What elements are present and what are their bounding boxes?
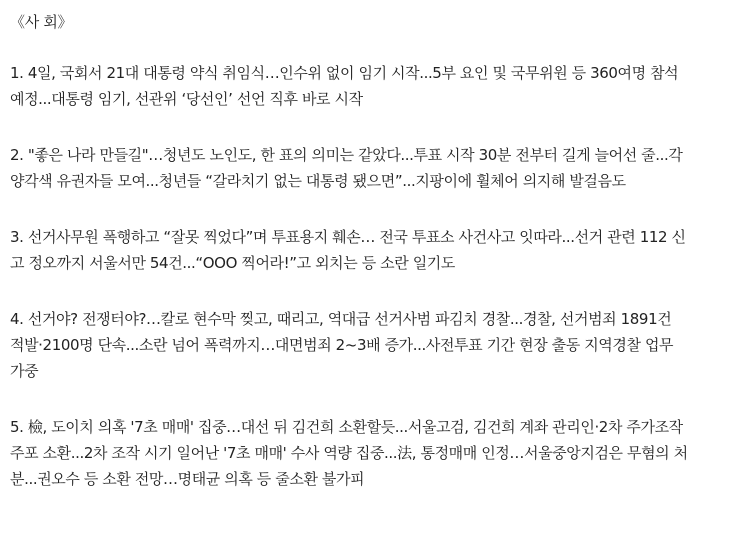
news-item-5 <box>10 414 719 492</box>
news-line: 1. 4일, 국회서 21대 대통령 약식 취임식…인수위 없이 임기 시작...5부 요인 및 국무위원 등 360여명 참석 <box>10 64 679 82</box>
news-line: 4. 선거야? 전쟁터야?…칼로 현수막 찢고, 때리고, 역대급 선거사범 파김치 경찰...경찰, 선거범죄 1891건 <box>10 310 672 328</box>
news-item-1 <box>10 60 719 112</box>
news-line: 2. "좋은 나라 만들길"…청년도 노인도, 한 표의 의미는 같았다...투표 시작 30분 전부터 길게 늘어선 줄...각 <box>10 146 683 164</box>
news-line: 가중 <box>10 362 39 380</box>
news-line: 3. 선거사무원 폭행하고 “잘못 찍었다”며 투표용지 훼손… 전국 투표소 사건사고 잇따라...선거 관련 112 신 <box>10 228 686 246</box>
news-line: 적발·2100명 단속...소란 넘어 폭력까지…대면범죄 2~3배 증가...사전투표 기간 현장 출동 지역경찰 업무 <box>10 336 674 354</box>
news-line: 5. 檢, 도이치 의혹 '7초 매매' 집중…대선 뒤 김건희 소환할듯...서울고검, 김건희 계좌 관리인·2차 주가조작 <box>10 418 683 436</box>
news-line: 예정...대통령 임기, 선관위 ‘당선인’ 선언 직후 바로 시작 <box>10 90 363 108</box>
news-line: 고 정오까지 서울서만 54건...“OOO 찍어라!”고 외치는 등 소란 일기도 <box>10 254 455 272</box>
news-item-2 <box>10 142 719 194</box>
news-item-4 <box>10 306 719 384</box>
news-line: 분...권오수 등 소환 전망…명태균 의혹 등 줄소환 불가피 <box>10 470 365 488</box>
section-title: 《사 회》 <box>10 13 73 31</box>
news-line: 양각색 유권자들 모여...청년들 “갈라치기 없는 대통령 됐으면”...지팡이에 휠체어 의지해 발걸음도 <box>10 172 626 190</box>
news-item-3 <box>10 224 719 276</box>
news-line: 주포 소환...2차 조작 시기 일어난 '7초 매매' 수사 역량 집중...法, 통정매매 인정…서울중앙지검은 무혐의 처 <box>10 444 688 462</box>
